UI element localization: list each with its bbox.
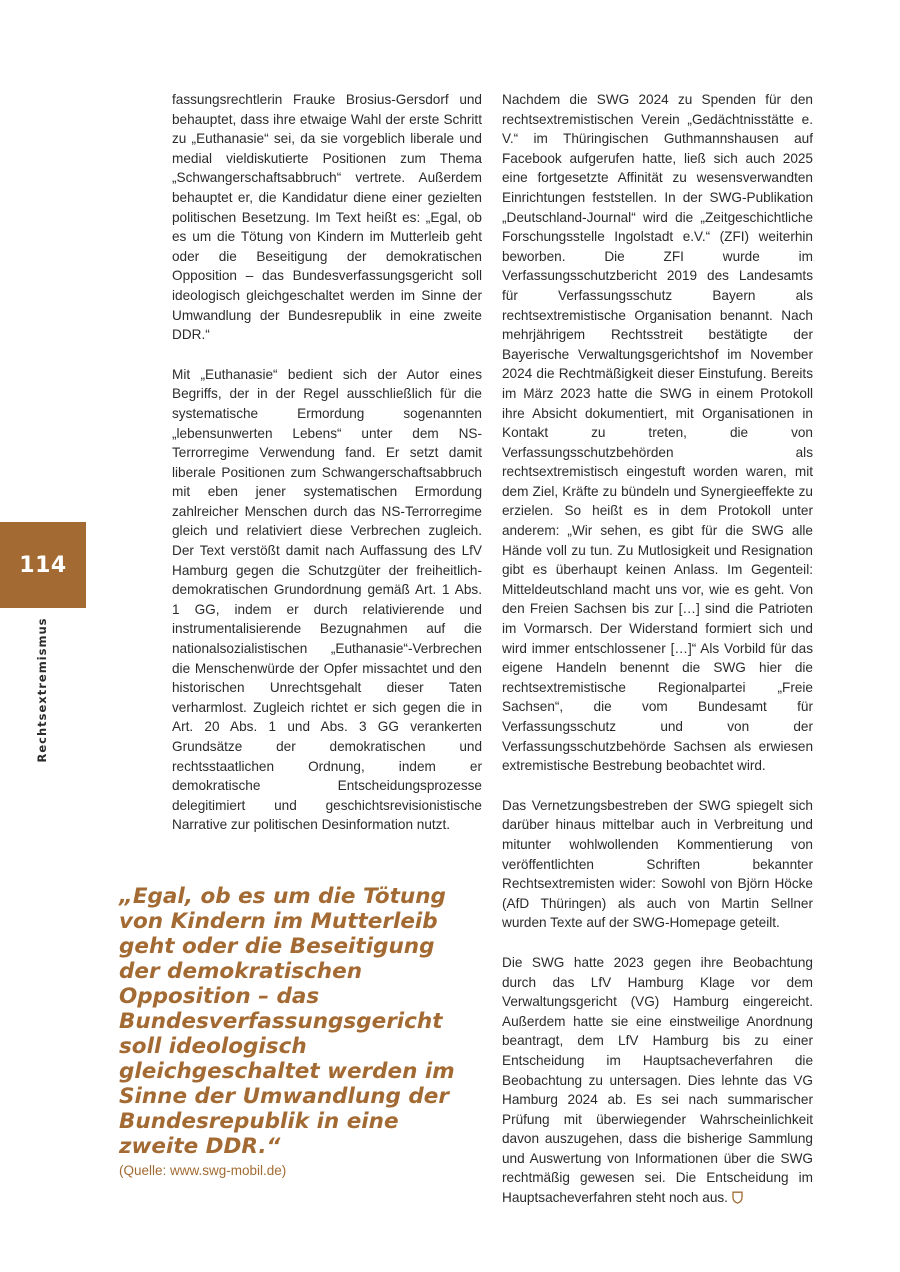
pull-quote-text: „Egal, ob es um die Tötung von Kindern im Mutterleib geht oder die Beseitigung der demokratischen Opposition – das Bundesverfassungsgericht soll ideologisch gleichgeschaltet werden im Sinne der Umwandlung der Bundesrepublik in eine zweite DDR.“ — [119, 884, 455, 1159]
page-number-tab — [0, 522, 86, 608]
paragraph: fassungsrechtlerin Frauke Brosius-Gersdorf und behauptet, dass ihre etwaige Wahl der erste Schritt zu „Euthanasie“ sei, da sie vorgeblich liberale und medial vieldiskutierte Positionen zum Thema „Schwangerschaftsabbruch“ vertrete. Außerdem behauptet er, die Kandidatur diene einer gezielten politischen Besetzung. Im Text heißt es: „Egal, ob es um die Tötung von Kindern im Mutterleib geht oder die Beseitigung der demokratischen Opposition – das Bundesverfassungsgericht soll ideologisch gleichgeschaltet werden im Sinne der Umwandlung der Bundesrepublik in eine zweite DDR.“ — [172, 92, 482, 343]
paragraph-text: Die SWG hatte 2023 gegen ihre Beobachtung durch das LfV Hamburg Klage vor dem Verwaltungsgericht (VG) Hamburg eingereicht. Außerdem hatte sie eine einstweilige Anordnung beantragt, dem LfV Hamburg bis zu einer Entscheidung im Hauptsacheverfahren die Beobachtung zu untersagen. Dies lehnte das VG Hamburg 2024 ab. Es sei nach summarischer Prüfung mit überwiegender Wahrscheinlichkeit davon auszugehen, dass die bisherige Sammlung und Auswertung von Informationen über die SWG rechtmäßig gewesen sei. Die Entscheidung im Hauptsacheverfahren steht noch aus. — [502, 954, 813, 1206]
paragraph: Nachdem die SWG 2024 zu Spenden für den rechtsextremistischen Verein „Gedächtnisstätte e. V.“ im Thüringischen Guthmannshausen auf Facebook aufgerufen hatte, ließ sich auch 2025 eine fortgesetzte Affinität zu wesensverwandten Einrichtungen feststellen. In der SWG-Publikation „Deutschland-Journal“ wird die „Zeitgeschichtliche Forschungsstelle Ingolstadt e.V.“ (ZFI) weiterhin beworben. Die ZFI wurde im Verfassungsschutzbericht 2019 des Landesamts für Verfassungsschutz Bayern als rechtsextremistische Organisation benannt. Nach mehrjährigem Rechtsstreit bestätigte der Bayerische Verwaltungsgerichtshof im November 2024 die Rechtmäßigkeit dieser Einstufung. Bereits im März 2023 hatte die SWG in einem Protokoll ihre Absicht dokumentiert, mit Organisationen in Kontakt zu treten, die von Verfassungsschutzbehörden als rechtsextremistisch eingestuft worden waren, mit dem Ziel, Kräfte zu bündeln und Synergieeffekte zu erzielen. So heißt es in dem Protokoll unter anderem: „Wir sehen, es gibt für die SWG alle Hände voll zu tun. Zu Mutlosigkeit und Resignation gibt es überhaupt keinen Anlass. Im Gegenteil: Mitteldeutschland macht uns vor, wie es geht. Von den Freien Sachsen bis zur […] sind die Patrioten im Vormarsch. Der Widerstand formiert sich und wird immer entschlossener […]“ Als Vorbild für das eigene Handeln benennt die SWG hier die rechtsextremistische Regionalpartei „Freie Sachsen“, die vom Bundesamt für Verfassungsschutz und von der Verfassungsschutzbehörde Sachsen als erwiesen extremistische Bestrebung beobachtet wird. — [502, 92, 813, 774]
pull-quote — [119, 884, 479, 1178]
section-label: Rechtsextremismus — [35, 617, 49, 763]
right-column — [502, 90, 813, 1228]
page-number: 114 — [19, 552, 67, 578]
paragraph: Mit „Euthanasie“ bedient sich der Autor eines Begriffs, der in der Regel ausschließlich für die systematische Ermordung sogenannten „lebensunwerten Lebens“ unter dem NS-Terrorregime Verwendung fand. Er setzt damit liberale Positionen zum Schwangerschaftsabbruch mit eben jener systematischen Ermordung zahlreicher Menschen durch das NS-Terrorregime gleich und relativiert diese Verbrechen zugleich. Der Text verstößt damit nach Auffassung des LfV Hamburg gegen die Schutzgüter der freiheitlich-demokratischen Grundordnung gemäß Art. 1 Abs. 1 GG, indem er durch relativierende und instrumentalisierende Bezugnahmen auf die nationalsozialistischen „Euthanasie“-Verbrechen die Menschenwürde der Opfer missachtet und den historischen Unrechtsgehalt dieser Taten verharmlost. Zugleich richtet er sich gegen die in Art. 20 Abs. 1 und Abs. 3 GG verankerten Grundsätze der demokratischen und rechtsstaatlichen Ordnung, indem er demokratische Entscheidungsprozesse delegitimiert und geschichtsrevisionistische Narrative zur politischen Desinformation nutzt. — [172, 366, 482, 833]
paragraph-last — [502, 953, 813, 1208]
left-column — [172, 90, 482, 855]
paragraph: Das Vernetzungsbestreben der SWG spiegelt sich darüber hinaus mittelbar auch in Verbreitung und mitunter wohlwollenden Kommentierung von veröffentlichten Schriften bekannter Rechtsextremisten wider: Sowohl von Björn Höcke (AfD Thüringen) als auch von Martin Sellner wurden Texte auf der SWG-Homepage geteilt. — [502, 797, 813, 931]
pull-quote-source: (Quelle: www.swg-mobil.de) — [119, 1163, 287, 1178]
shield-icon — [732, 1191, 743, 1204]
